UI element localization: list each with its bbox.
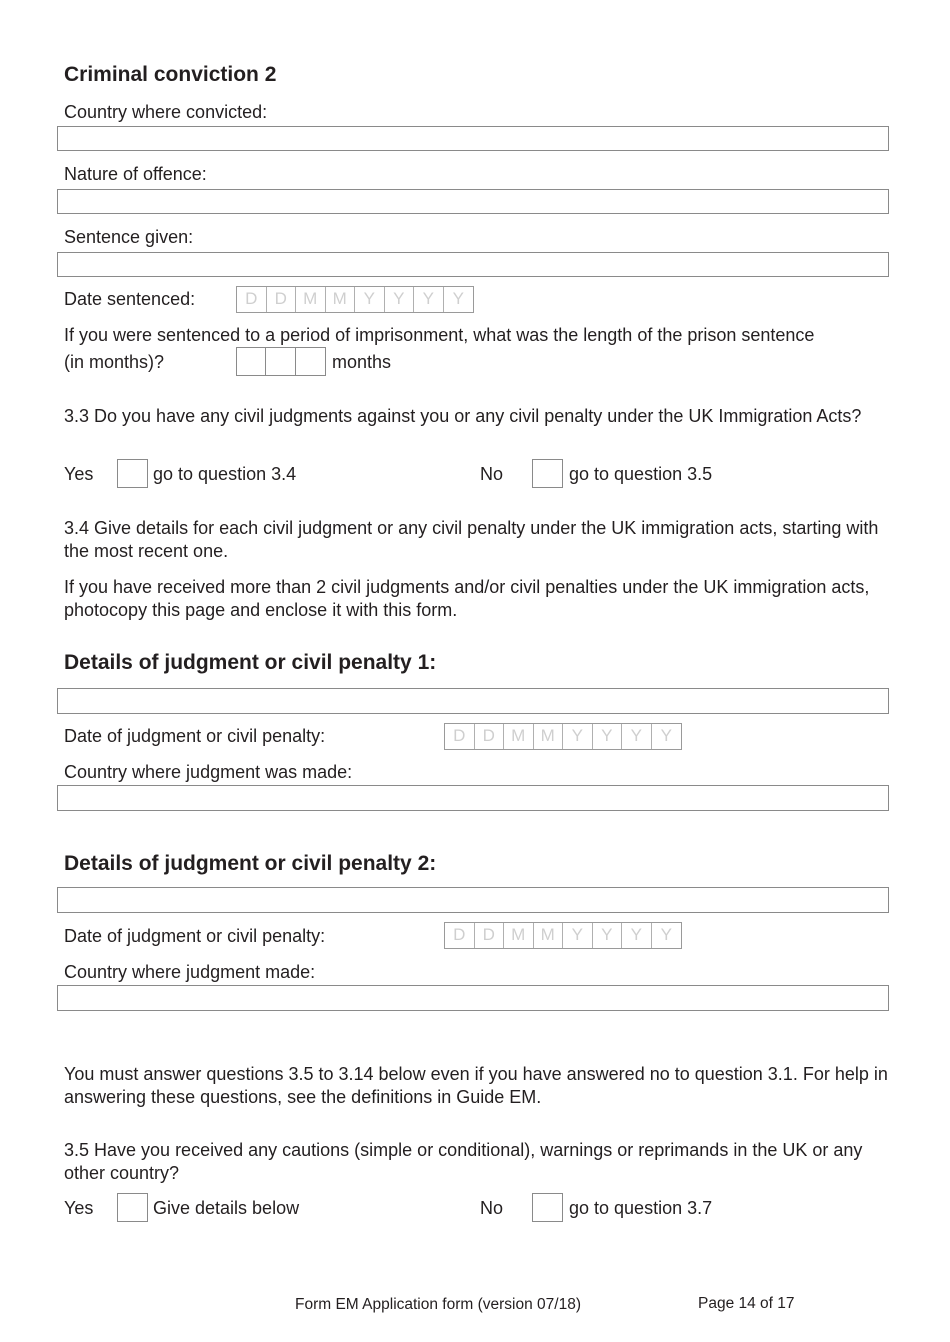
date-digit[interactable]: Y bbox=[660, 726, 672, 745]
sentence-input[interactable] bbox=[57, 252, 889, 277]
q3-5-no-goto: go to question 3.7 bbox=[569, 1198, 713, 1218]
date-digit[interactable]: D bbox=[445, 923, 475, 948]
date-digit[interactable]: Y bbox=[563, 923, 593, 948]
date-digit[interactable]: M bbox=[534, 724, 564, 749]
date-digit[interactable]: Y bbox=[593, 724, 623, 749]
footer-form-name: Form EM Application form (version 07/18) bbox=[295, 1296, 581, 1313]
q3-5-yes-goto: Give details below bbox=[153, 1198, 300, 1218]
penalty2-country-label: Country where judgment made: bbox=[64, 962, 316, 982]
sentence-label: Sentence given: bbox=[64, 227, 194, 247]
date-digit[interactable]: Y bbox=[660, 925, 672, 944]
months-label: months bbox=[332, 352, 392, 372]
date-digit[interactable]: Y bbox=[414, 287, 444, 312]
country-convicted-input[interactable] bbox=[57, 126, 889, 151]
question-3-5: 3.5 Have you received any cautions (simple or conditional), warnings or reprimands in the UK or any other country? bbox=[64, 1140, 863, 1183]
date-digit[interactable]: M bbox=[504, 724, 534, 749]
penalty2-country-input[interactable] bbox=[57, 985, 889, 1011]
footer-page-number: Page 14 of 17 bbox=[698, 1295, 795, 1312]
penalty2-date-input[interactable] bbox=[444, 922, 682, 949]
date-digit[interactable]: M bbox=[504, 923, 534, 948]
question-3-3: 3.3 Do you have any civil judgments against you or any civil penalty under the UK Immigration Acts? bbox=[64, 406, 862, 426]
prison-question-cont: (in months)? bbox=[64, 352, 165, 372]
date-digit[interactable]: Y bbox=[385, 287, 415, 312]
date-digit[interactable]: Y bbox=[622, 724, 652, 749]
penalty1-date-label: Date of judgment or civil penalty: bbox=[64, 726, 326, 746]
date-digit[interactable]: D bbox=[475, 923, 505, 948]
penalty2-details-input[interactable] bbox=[57, 887, 889, 913]
date-digit[interactable]: D bbox=[475, 724, 505, 749]
q3-3-yes-goto: go to question 3.4 bbox=[153, 464, 297, 484]
penalty1-heading: Details of judgment or civil penalty 1: bbox=[64, 651, 437, 674]
penalty2-heading: Details of judgment or civil penalty 2: bbox=[64, 852, 437, 875]
q3-3-no-label: No bbox=[480, 464, 504, 484]
country-convicted-label: Country where convicted: bbox=[64, 102, 268, 122]
question-3-4-note: If you have received more than 2 civil judgments and/or civil penalties under the UK immigration acts, photocopy this page and enclose it with this form. bbox=[64, 577, 870, 620]
date-digit[interactable]: D bbox=[267, 287, 297, 312]
penalty1-country-input[interactable] bbox=[57, 785, 889, 811]
penalty2-date-label: Date of judgment or civil penalty: bbox=[64, 926, 326, 946]
q3-5-no-label: No bbox=[480, 1198, 504, 1218]
date-digit[interactable]: D bbox=[237, 287, 267, 312]
conviction-heading: Criminal conviction 2 bbox=[64, 63, 277, 86]
q3-3-no-checkbox[interactable] bbox=[532, 459, 563, 488]
q3-5-no-checkbox[interactable] bbox=[532, 1193, 563, 1222]
date-digit[interactable]: Y bbox=[452, 289, 464, 308]
date-digit[interactable]: Y bbox=[622, 923, 652, 948]
q3-5-yes-label: Yes bbox=[64, 1198, 94, 1218]
q3-3-yes-checkbox[interactable] bbox=[117, 459, 148, 488]
prison-question: If you were sentenced to a period of imprisonment, what was the length of the prison sentence bbox=[64, 325, 815, 345]
penalty1-country-label: Country where judgment was made: bbox=[64, 762, 353, 782]
date-sentenced-input[interactable] bbox=[236, 286, 474, 313]
prison-months-input[interactable] bbox=[236, 347, 326, 376]
penalty1-details-input[interactable] bbox=[57, 688, 889, 714]
date-digit[interactable]: D bbox=[445, 724, 475, 749]
date-digit[interactable]: M bbox=[534, 923, 564, 948]
date-digit[interactable]: M bbox=[326, 287, 356, 312]
q3-5-yes-checkbox[interactable] bbox=[117, 1193, 148, 1222]
question-3-4: 3.4 Give details for each civil judgment or any civil penalty under the UK immigration acts, starting with the most recent one. bbox=[64, 518, 879, 561]
date-digit[interactable]: Y bbox=[593, 923, 623, 948]
date-digit[interactable]: Y bbox=[355, 287, 385, 312]
penalty1-date-input[interactable] bbox=[444, 723, 682, 750]
date-digit[interactable]: Y bbox=[563, 724, 593, 749]
q3-3-yes-label: Yes bbox=[64, 464, 94, 484]
q3-3-no-goto: go to question 3.5 bbox=[569, 464, 713, 484]
offence-label: Nature of offence: bbox=[64, 164, 207, 184]
instruction-text: You must answer questions 3.5 to 3.14 below even if you have answered no to question 3.1. For help in answering these questions, see the definitions in Guide EM. bbox=[64, 1064, 888, 1107]
date-digit[interactable]: M bbox=[296, 287, 326, 312]
date-sentenced-label: Date sentenced: bbox=[64, 289, 196, 309]
offence-input[interactable] bbox=[57, 189, 889, 214]
